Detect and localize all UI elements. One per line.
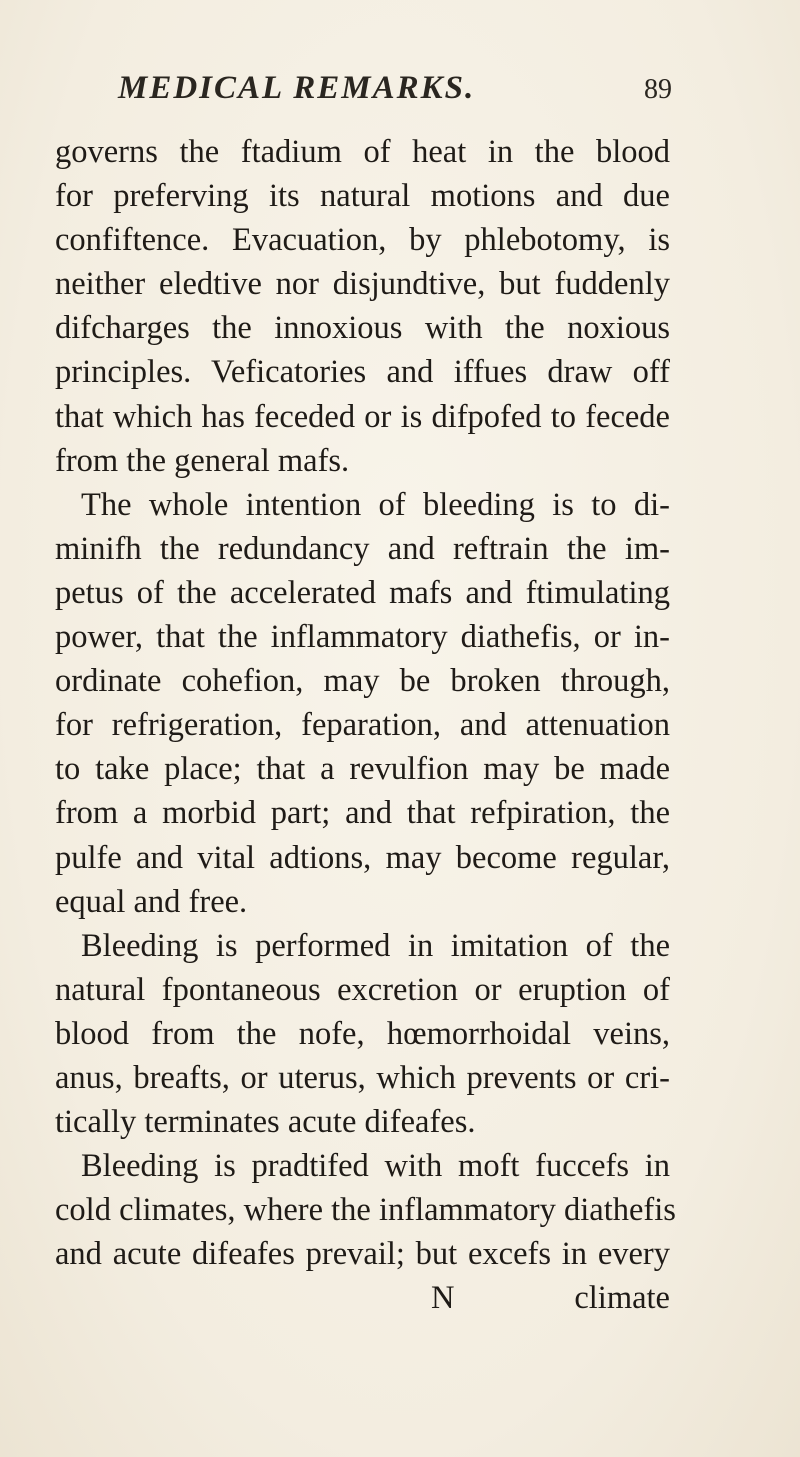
text-line: for preferving its natural motions and due <box>55 178 670 215</box>
page-header <box>112 70 672 114</box>
text-line: power, that the inflammatory diathefis, or in- <box>55 619 670 656</box>
page-number: 89 <box>644 74 672 105</box>
text-line: equal and free. <box>55 883 248 920</box>
text-line: minifh the redundancy and reftrain the im- <box>55 530 670 567</box>
running-head: MEDICAL REMARKS. <box>118 70 476 106</box>
signature-mark: N <box>431 1280 455 1317</box>
text-line: confiftence. Evacuation, by phlebotomy, is <box>55 222 670 259</box>
text-line: anus, breafts, or uterus, which prevents or cri- <box>55 1059 670 1096</box>
text-line: that which has feceded or is difpofed to fecede <box>55 398 670 435</box>
text-line: The whole intention of bleeding is to di- <box>81 486 670 523</box>
text-line: pulfe and vital adtions, may become regular, <box>55 839 670 876</box>
text-line: to take place; that a revulfion may be made <box>55 751 670 788</box>
footer-row <box>55 1276 670 1320</box>
text-line: and acute difeafes prevail; but excefs in every <box>55 1236 670 1273</box>
text-line: natural fpontaneous excretion or eruption of <box>55 971 670 1008</box>
text-line: from the general mafs. <box>55 442 350 479</box>
body-text <box>55 130 676 1321</box>
text-line: principles. Veficatories and iffues draw off <box>55 354 670 391</box>
text-line: blood from the nofe, hœmorrhoidal veins, <box>55 1015 670 1052</box>
text-line: for refrigeration, feparation, and attenuation <box>55 707 670 744</box>
text-line: cold climates, where the inflammatory diathefis <box>55 1192 676 1229</box>
text-line: petus of the accelerated mafs and ftimulating <box>55 574 670 611</box>
text-line: neither eledtive nor disjundtive, but fuddenly <box>55 266 670 303</box>
text-line: from a morbid part; and that refpiration, the <box>55 795 670 832</box>
catchword: climate <box>574 1280 670 1317</box>
text-line: ordinate cohefion, may be broken through, <box>55 663 670 700</box>
text-line: tically terminates acute difeafes. <box>55 1104 476 1141</box>
text-line: Bleeding is pradtifed with moft fuccefs in <box>81 1148 670 1185</box>
text-line: governs the ftadium of heat in the blood <box>55 134 670 170</box>
text-line: Bleeding is performed in imitation of the <box>81 927 670 964</box>
text-line: difcharges the innoxious with the noxious <box>55 310 670 347</box>
